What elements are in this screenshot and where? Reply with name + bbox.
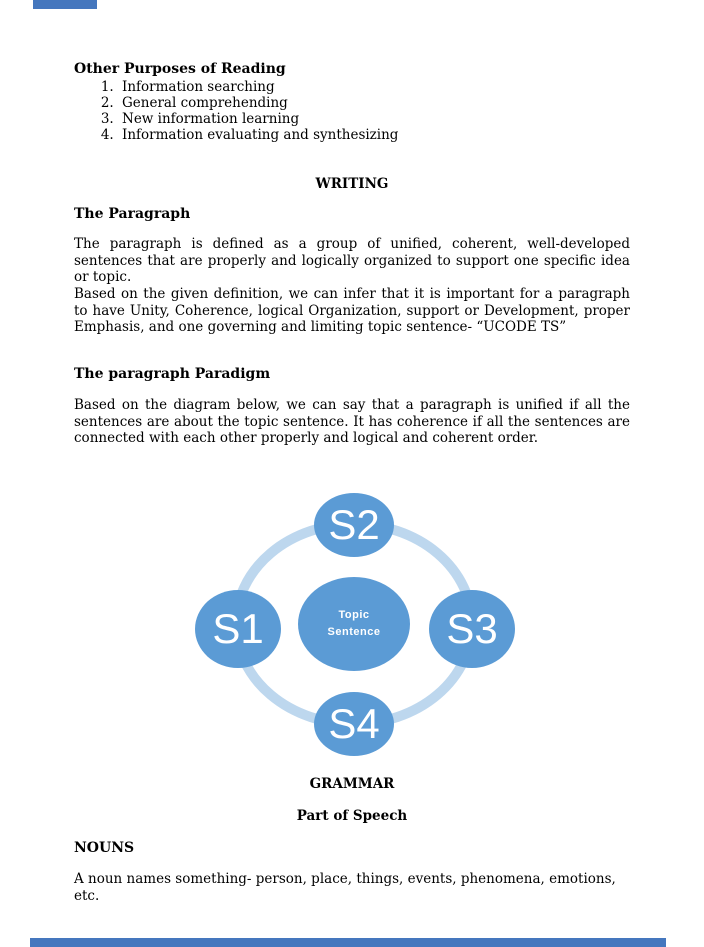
nouns-heading: NOUNS <box>74 840 135 856</box>
list-item: 3. New information learning <box>118 111 617 127</box>
reading-purposes-list <box>97 79 617 143</box>
diagram-node-topic-sentence <box>298 577 410 671</box>
diagram-node-s4: S4 <box>314 692 394 756</box>
nouns-definition-text: A noun names something- person, place, things, events, phenomena, emotions, etc. <box>74 871 616 904</box>
paragraph-definition-text: The paragraph is defined as a group of unified, coherent, well-developed sentences that are properly and logically organized to support one specific idea or topic. <box>74 236 630 286</box>
writing-section-title: WRITING <box>315 176 389 192</box>
grammar-section-title: GRAMMAR <box>309 776 395 792</box>
paragraph-cycle-diagram <box>0 485 704 770</box>
reading-purposes-heading: Other Purposes of Reading <box>74 61 286 77</box>
diagram-node-s2: S2 <box>314 493 394 557</box>
page-edge-bar-top <box>33 0 97 9</box>
paradigm-heading: The paragraph Paradigm <box>74 366 271 382</box>
part-of-speech-title: Part of Speech <box>296 808 408 824</box>
topic-sentence-label: Topic Sentence <box>327 608 381 638</box>
diagram-node-s1: S1 <box>195 590 281 668</box>
paragraph-inference-text: Based on the given definition, we can infer that it is important for a paragraph to have Unity, Coherence, logical Organization, support or Development, proper Emphasis, and one governing and limiting topic sentence- “UCODE TS” <box>74 286 630 336</box>
diagram-node-s3: S3 <box>429 590 515 668</box>
page-edge-bar-bottom <box>30 938 666 947</box>
paragraph-heading: The Paragraph <box>74 206 191 222</box>
paradigm-text: Based on the diagram below, we can say that a paragraph is unified if all the sentences are about the topic sentence. It has coherence if all the sentences are connected with each other properly and logical and coherent order. <box>74 397 630 447</box>
list-item: 1. Information searching <box>118 79 617 95</box>
list-item: 4. Information evaluating and synthesizing <box>118 127 617 143</box>
list-item: 2. General comprehending <box>118 95 617 111</box>
